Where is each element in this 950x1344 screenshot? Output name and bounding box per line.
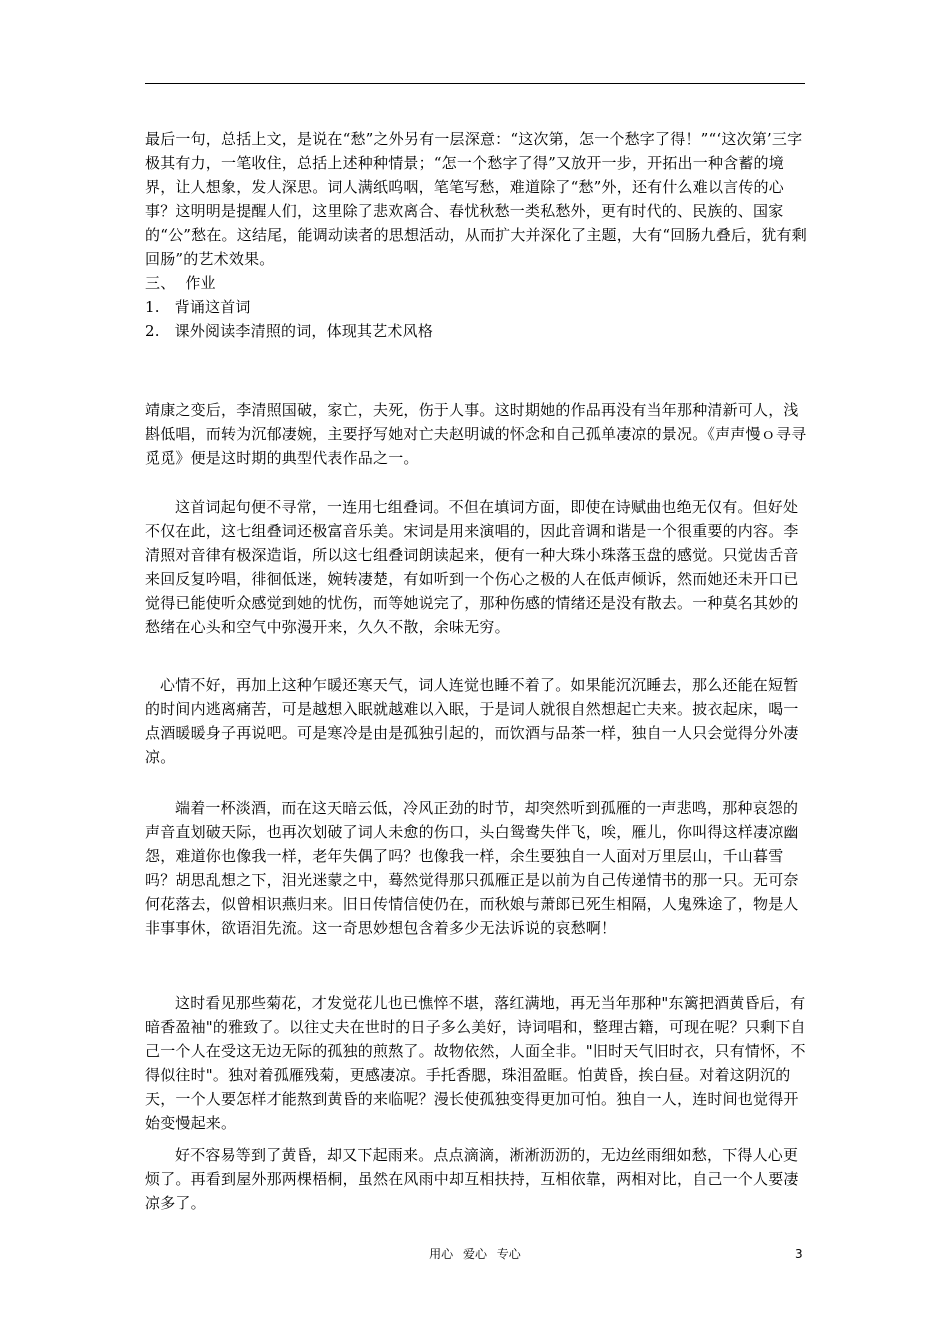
homework-heading: 三、 作业 [145,274,216,292]
homework-item-2: 2. 课外阅读李清照的词，体现其艺术风格 [145,322,434,340]
essay-paragraph-2 [145,495,810,639]
essay-paragraph-4-text: 端着一杯淡酒，而在这天暗云低，冷风正劲的时节，却突然听到孤雁的一声悲鸣，那种哀怨的声音直划破天际，也再次划破了词人未愈的伤口，头白鸳鸯失伴飞，唉，雁儿，你叫得这样凄凉幽怨，难道你也像我一样，老年失偶了吗？也像我一样，余生要独自一人面对万里层山，千山暮雪吗？胡思乱想之下，泪光迷蒙之中，蓦然觉得那只孤雁正是以前为自己传递情书的那一只。无可奈何花落去，似曾相识燕归来。旧日传情信使仍在，而秋娘与萧郎已死生相隔，人鬼殊途了，物是人非事事休，欲语泪先流。这一奇思妙想包含着多少无法诉说的哀愁啊！ [145,799,799,937]
essay-paragraph-2-text: 这首词起句便不寻常，一连用七组叠词。不但在填词方面，即使在诗赋曲也绝无仅有。但好处不仅在此，这七组叠词还极富音乐美。宋词是用来演唱的，因此音调和谐是一个很重要的内容。李清照对音律有极深造诣，所以这七组叠词朗读起来，便有一种大珠小珠落玉盘的感觉。只觉齿舌音来回反复吟唱，徘徊低迷，婉转凄楚，有如听到一个伤心之极的人在低声倾诉，然而她还未开口已觉得已能使听众感觉到她的忧伤，而等她说完了，那种伤感的情绪还是没有散去。一种莫名其妙的愁绪在心头和空气中弥漫开来，久久不散，余味无穷。 [145,498,799,636]
essay-paragraph-1 [145,398,810,470]
essay-paragraph-1-text: 靖康之变后，李清照国破，家亡，夫死，伤于人事。这时期她的作品再没有当年那种清新可人，浅斟低唱，而转为沉郁凄婉，主要抒写她对亡夫赵明诚的怀念和自己孤单凄凉的景况。《声声慢ｏ寻寻觅觅》便是这时期的典型代表作品之一。 [145,401,807,467]
footer-motto: 用心 爱心 专心 [429,1247,521,1261]
essay-paragraph-6 [145,1143,810,1215]
homework-item-1: 1. 背诵这首词 [145,298,251,316]
essay-paragraph-6-text: 好不容易等到了黄昏，却又下起雨来。点点滴滴，淅淅沥沥的，无边丝雨细如愁，下得人心更烦了。再看到屋外那两棵梧桐，虽然在风雨中却互相扶持，互相依靠，两相对比，自己一个人要凄凉多了。 [145,1146,799,1212]
header-rule [145,83,805,84]
essay-paragraph-4 [145,796,810,940]
essay-paragraph-5-text: 这时看见那些菊花，才发觉花儿也已憔悴不堪，落红满地，再无当年那种"东篱把酒黄昏后，有暗香盈袖"的雅致了。以往丈夫在世时的日子多么美好，诗词唱和，整理古籍，可现在呢？只剩下自己一个人在受这无边无际的孤独的煎熬了。故物依然，人面全非。"旧时天气旧时衣，只有情怀，不得似往时"。独对着孤雁残菊，更感凄凉。手托香腮，珠泪盈眶。怕黄昏，挨白昼。对着这阴沉的天，一个人要怎样才能熬到黄昏的来临呢？漫长使孤独变得更加可怕。独自一人，连时间也觉得开始变慢起来。 [145,994,806,1132]
page-number: 3 [795,1247,803,1261]
summary-paragraph: 最后一句，总括上文，是说在“愁”之外另有一层深意：“这次第，怎一个愁字了得！”“‘这次第’三字极其有力，一笔收住，总括上述种种情景；“怎一个愁字了得”又放开一步，开拓出一种含蓄的境界，让人想象，发人深思。词人满纸呜咽，笔笔写愁，难道除了“愁”外，还有什么难以言传的心事？这明明是提醒人们，这里除了悲欢离合、春忧秋愁一类私愁外，更有时代的、民族的、国家的“公”愁在。这结尾，能调动读者的思想活动，从而扩大并深化了主题，大有“回肠九叠后，犹有剩回肠”的艺术效果。 [145,130,808,268]
essay-paragraph-3 [145,673,810,769]
summary-section [145,127,810,343]
essay-paragraph-3-text: 心情不好，再加上这种乍暖还寒天气，词人连觉也睡不着了。如果能沉沉睡去，那么还能在短暂的时间内逃离痛苦，可是越想入眠就越难以入眠，于是词人就很自然想起亡夫来。披衣起床，喝一点酒暖暖身子再说吧。可是寒冷是由是孤独引起的，而饮酒与品茶一样，独自一人只会觉得分外凄凉。 [145,676,799,766]
essay-paragraph-5 [145,991,810,1135]
